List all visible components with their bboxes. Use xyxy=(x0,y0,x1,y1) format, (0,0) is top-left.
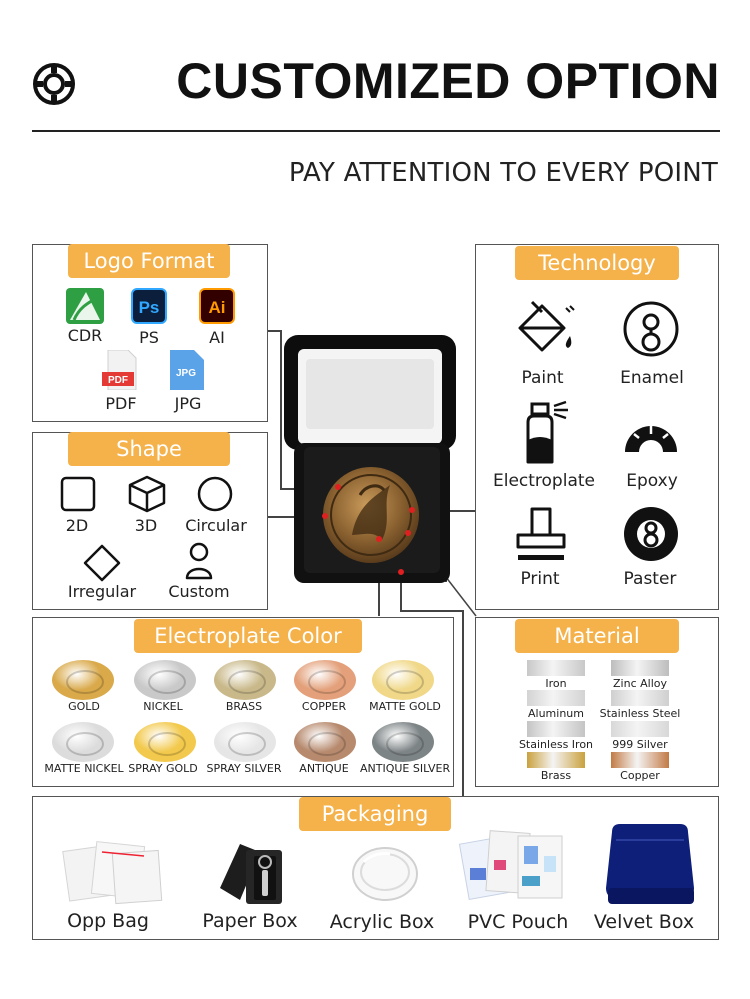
protractor-icon xyxy=(622,412,680,461)
callout-dot xyxy=(322,513,328,519)
pdf-icon xyxy=(102,350,140,395)
material-title: Material xyxy=(515,619,679,653)
technology-title: Technology xyxy=(515,246,679,280)
electroplate-coin-swatch xyxy=(372,722,434,762)
connector-line xyxy=(462,610,464,796)
technology-label: Paster xyxy=(623,569,677,589)
technology-label: Enamel xyxy=(620,368,684,388)
electroplate-coin-swatch xyxy=(294,660,356,700)
paper-box-photo xyxy=(216,838,286,913)
stamp-icon xyxy=(514,505,568,570)
material-swatch xyxy=(611,690,669,706)
material-label: Aluminum xyxy=(528,707,584,720)
electroplate-coin-swatch xyxy=(52,660,114,700)
material-swatch xyxy=(611,721,669,737)
circle-icon xyxy=(196,475,234,518)
cube-icon xyxy=(127,474,167,519)
material-label: Stainless Iron xyxy=(518,738,594,751)
velvet-box-photo xyxy=(602,822,698,917)
pvc-pouch-photo xyxy=(458,826,570,913)
photoshop-icon: Ps xyxy=(131,288,167,324)
packaging-label: Paper Box xyxy=(202,910,298,932)
technology-label: Paint xyxy=(521,368,564,388)
packaging-label: Acrylic Box xyxy=(329,911,435,933)
technology-label: Epoxy xyxy=(626,471,678,491)
electroplate-coin-swatch xyxy=(134,722,196,762)
packaging-label: Opp Bag xyxy=(67,910,149,932)
logo-format-title: Logo Format xyxy=(68,244,230,278)
packaging-label: PVC Pouch xyxy=(467,911,569,933)
material-swatch xyxy=(611,752,669,768)
electroplate-color-label: COPPER xyxy=(301,700,347,713)
illustrator-icon: Ai xyxy=(199,288,235,324)
shape-label: 3D xyxy=(134,516,158,535)
electroplate-coin-swatch xyxy=(134,660,196,700)
header-divider xyxy=(32,130,720,132)
brand-logo-icon xyxy=(32,62,76,106)
electroplate-coin-swatch xyxy=(214,660,276,700)
electroplate-color-label: ANTIQUE xyxy=(299,762,349,775)
electroplate-coin-swatch xyxy=(372,660,434,700)
material-swatch xyxy=(527,690,585,706)
shape-title: Shape xyxy=(68,432,230,466)
person-icon xyxy=(184,541,214,586)
coreldraw-icon xyxy=(66,288,104,329)
electroplate-color-label: SPRAY SILVER xyxy=(206,762,282,775)
technology-panel xyxy=(475,244,719,610)
callout-dot xyxy=(405,530,411,536)
coin-box-photo xyxy=(282,335,458,585)
spray-bottle-icon xyxy=(520,400,572,471)
electroplate-color-label: SPRAY GOLD xyxy=(128,762,198,775)
eight-ball-icon xyxy=(622,505,680,568)
electroplate-color-label: NICKEL xyxy=(143,700,183,713)
jpg-icon xyxy=(170,350,204,395)
electroplate-color-title: Electroplate Color xyxy=(134,619,362,653)
callout-dot xyxy=(335,484,341,490)
jpg-icon-text: JPG xyxy=(175,368,197,379)
electroplate-color-label: GOLD xyxy=(68,700,100,713)
square-icon xyxy=(60,476,96,517)
connector-line xyxy=(267,330,281,332)
material-swatch xyxy=(527,721,585,737)
material-swatch xyxy=(527,660,585,676)
opp-bag-photo xyxy=(62,838,166,913)
shape-label: Irregular xyxy=(67,582,137,601)
shape-label: Circular xyxy=(185,516,247,535)
electroplate-color-label: BRASS xyxy=(225,700,263,713)
pdf-icon-text: PDF xyxy=(108,375,128,386)
material-label: Brass xyxy=(540,769,572,782)
material-label: Iron xyxy=(545,677,567,690)
electroplate-coin-swatch xyxy=(52,722,114,762)
callout-dot xyxy=(409,507,415,513)
callout-dot xyxy=(376,536,382,542)
electroplate-color-label: ANTIQUE SILVER xyxy=(360,762,451,775)
technology-label: Electroplate xyxy=(492,471,595,491)
logo-format-label: CDR xyxy=(67,326,103,345)
page-subtitle: PAY ATTENTION TO EVERY POINT xyxy=(288,158,718,188)
packaging-label: Velvet Box xyxy=(593,911,695,933)
technology-label: Print xyxy=(520,569,560,589)
material-label: Copper xyxy=(620,769,660,782)
logo-format-label: PDF xyxy=(105,394,137,413)
material-swatch xyxy=(527,752,585,768)
electroplate-coin-swatch xyxy=(294,722,356,762)
shape-label: Custom xyxy=(168,582,230,601)
connector-line xyxy=(378,582,380,616)
electroplate-color-label: MATTE NICKEL xyxy=(44,762,124,775)
electroplate-coin-swatch xyxy=(214,722,276,762)
acrylic-box-photo xyxy=(350,840,420,907)
material-swatch xyxy=(611,660,669,676)
electroplate-color-label: MATTE GOLD xyxy=(369,700,441,713)
callout-dot xyxy=(398,569,404,575)
material-label: Stainless Steel xyxy=(599,707,681,720)
logo-format-label: PS xyxy=(139,328,159,347)
material-label: Zinc Alloy xyxy=(613,677,667,690)
packaging-title: Packaging xyxy=(299,797,451,831)
material-label: 999 Silver xyxy=(612,738,668,751)
enamel-icon xyxy=(622,298,680,365)
logo-format-label: AI xyxy=(209,328,225,347)
logo-format-label: JPG xyxy=(174,394,202,413)
page-title: CUSTOMIZED OPTION xyxy=(176,53,720,109)
paint-bucket-icon xyxy=(512,300,576,365)
shape-label: 2D xyxy=(65,516,89,535)
